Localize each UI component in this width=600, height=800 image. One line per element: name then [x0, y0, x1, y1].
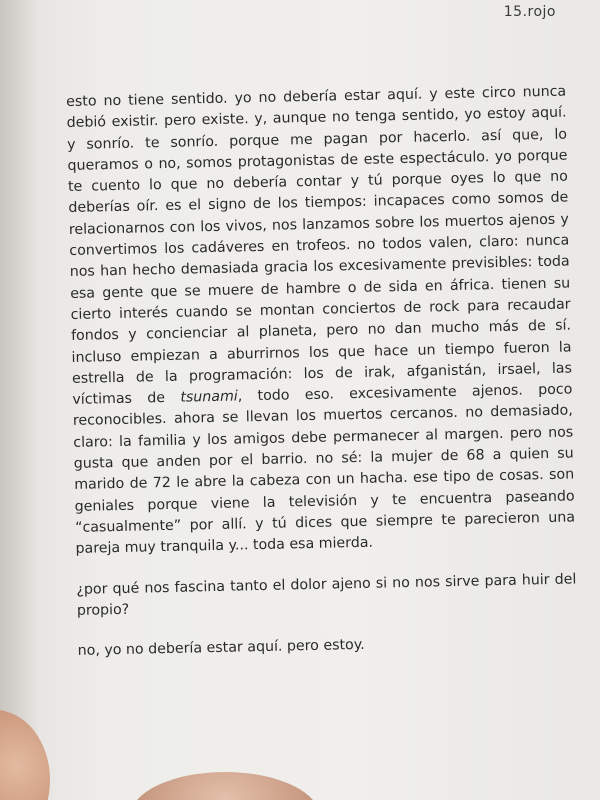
- paragraph-1-part-1: esto no tiene sentido. yo no debería estar aquí. y este circo nunca debió existir. pero existe. y, aunque no tenga sentido, yo estoy aquí. y sonrío. te sonrío. porque me pagan por hacerlo. así que, lo queramos o no, somos protagonistas de este espectáculo. yo porque te cuento lo que no debería contar y tú porque oyes lo que no deberías oír. es el signo de los tiempos: incapaces como somos de relacionarnos con los vivos, nos lanzamos sobre los muertos ajenos y convertimos los cadáveres en trofeos. no todos valen, claro: nunca nos han hecho demasiada gracia los excesivamente previsibles: toda esa gente que se muere de hambre o de sida en áfrica. tienen su cierto interés cuando se montan conciertos de rock para recaudar fondos y concienciar al planeta, pero no dan mucho más de sí. incluso empiezan a aburrirnos los que hace un tiempo fueron la estrella de la programación: los de irak, afganistán, irsael, las víctimas de: [66, 83, 573, 409]
- paragraph-1-italic-word: tsunami: [180, 388, 238, 406]
- paragraph-1-part-2: , todo eso. excesivamente ajenos. poco reconocibles. ahora se llevan los muertos cercanos. no demasiado, claro: la familia y los amigos debe permanecer al margen. pero nos gusta que anden por el barrio. no sé: la mujer de 68 a quien su marido de 72 le abre la cabeza con un hacha. ese tipo de cosas. son geniales porque viene la televisión y te encuentra paseando “casualmente” por allí. y tú dices que siempre te parecieron una pareja muy tranquila y... toda esa mierda.: [72, 381, 576, 558]
- paragraph-2: ¿por qué nos fascina tanto el dolor ajeno si no nos sirve para huir del propio?: [76, 570, 577, 619]
- body-text: [66, 82, 578, 663]
- paragraph-1: [66, 82, 576, 561]
- paragraph-3: no, yo no debería estar aquí. pero estoy.: [77, 636, 365, 660]
- running-head: 15.rojo: [503, 4, 556, 20]
- thumb-bottom: [130, 772, 320, 800]
- page-spine-shadow: [0, 0, 40, 800]
- thumb-left: [0, 710, 50, 800]
